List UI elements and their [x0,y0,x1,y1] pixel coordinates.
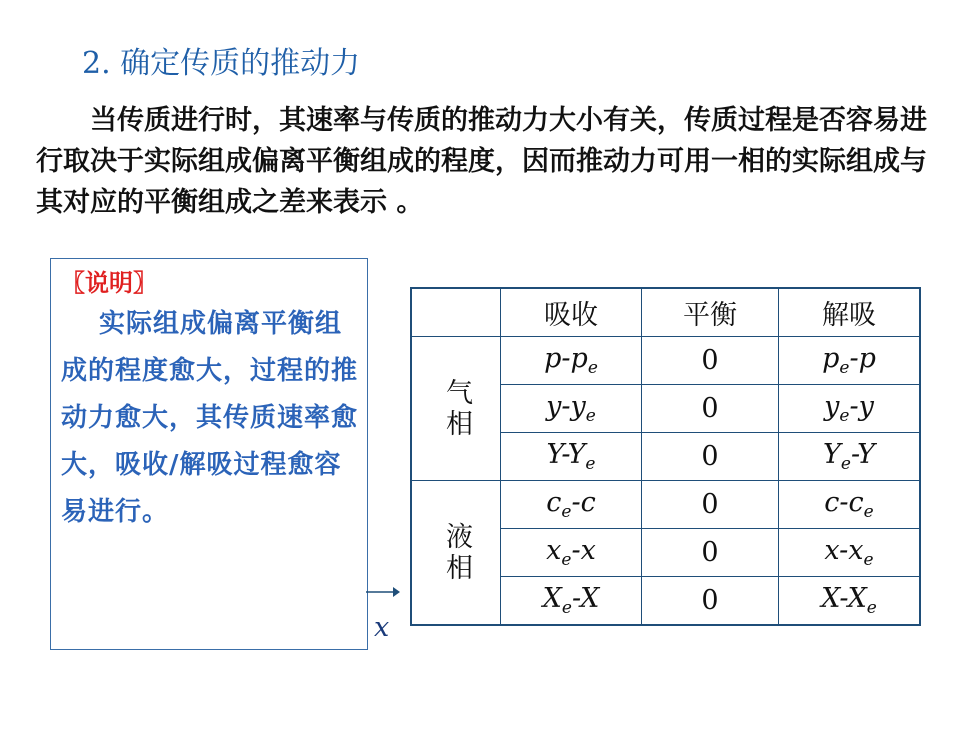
absorption-expression: $X_e-X$ [501,577,642,626]
equilibrium-value: 0 [642,481,779,529]
equilibrium-value: 0 [642,337,779,385]
driving-force-table [410,287,921,626]
equilibrium-value: 0 [642,577,779,626]
explanation-label: 〖说明〗 [61,269,157,297]
absorption-expression: $x_e-x$ [501,529,642,577]
desorption-expression: $y_e-y$ [779,385,921,433]
desorption-expression: $c-c_e$ [779,481,921,529]
equilibrium-value: 0 [642,433,779,481]
explanation-box [50,258,368,650]
phase-label-liquid: 液相 [411,481,501,626]
intro-paragraph [36,100,946,223]
table-row [411,481,920,529]
section-title: 2. 确定传质的推动力 [82,46,361,81]
table-header-row [411,288,920,337]
table-header-desorption: 解吸 [779,288,921,337]
absorption-expression: $c_e-c$ [501,481,642,529]
arrow-right-icon [366,585,400,599]
table-header-absorption: 吸收 [501,288,642,337]
explanation-text-block [61,301,359,536]
table-row [411,337,920,385]
desorption-expression: $Y_e-Y$ [779,433,921,481]
phase-label-gas: 气相 [411,337,501,481]
absorption-expression: $Y-Y_e$ [501,433,642,481]
table-header-equilibrium: 平衡 [642,288,779,337]
absorption-expression: $p-p_e$ [501,337,642,385]
desorption-expression: $p_e-p$ [779,337,921,385]
table-header-cell [411,288,501,337]
axis-variable-label: x [374,612,390,643]
explanation-text: 实际组成偏离平衡组成的程度愈大，过程的推动力愈大，其传质速率愈大，吸收/解吸过程愈容易进行。 [61,309,359,527]
equilibrium-value: 0 [642,529,779,577]
absorption-expression: $y-y_e$ [501,385,642,433]
desorption-expression: $X-X_e$ [779,577,921,626]
desorption-expression: $x-x_e$ [779,529,921,577]
intro-paragraph-text: 当传质进行时，其速率与传质的推动力大小有关，传质过程是否容易进行取决于实际组成偏离平衡组成的程度，因而推动力可用一相的实际组成与其对应的平衡组成之差来表示 。 [36,105,927,218]
equilibrium-value: 0 [642,385,779,433]
